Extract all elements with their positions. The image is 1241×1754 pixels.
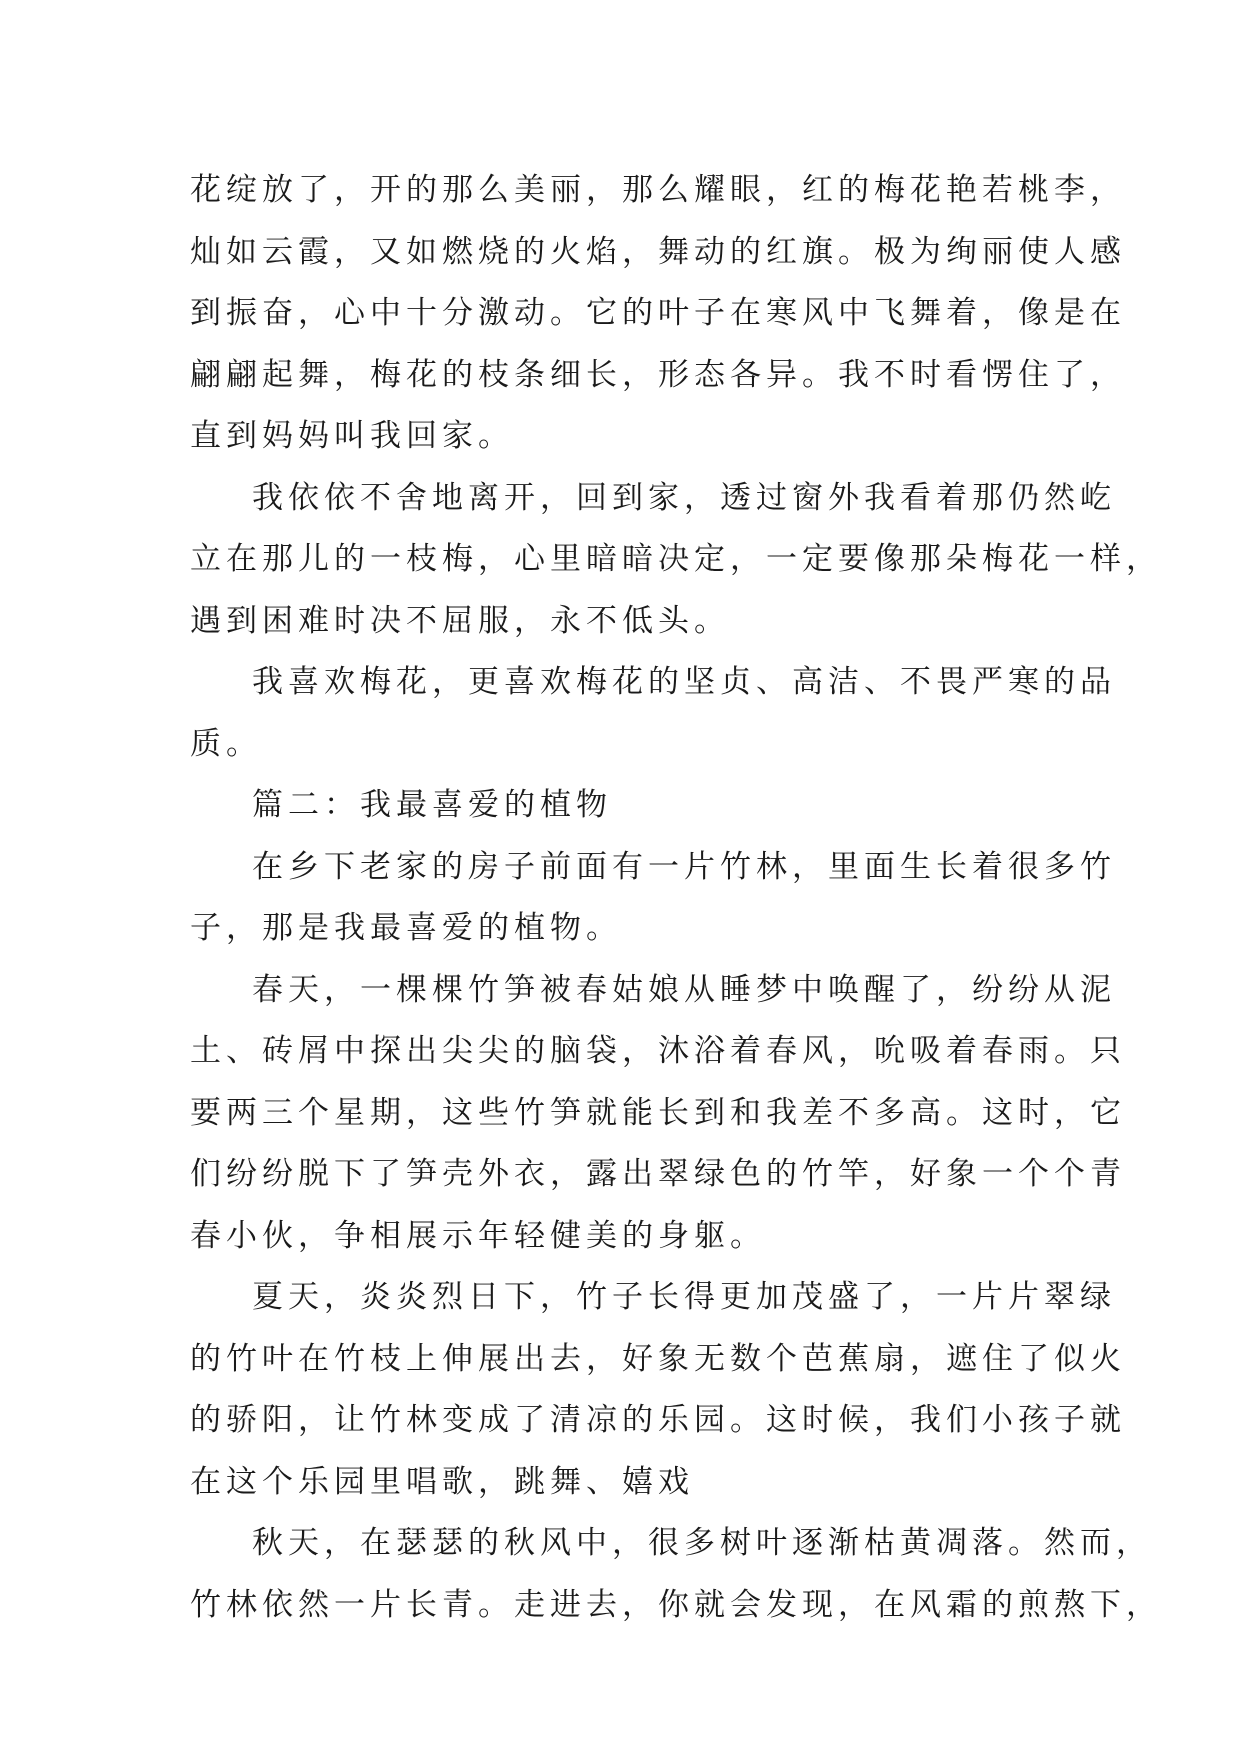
- text-line: 土、砖屑中探出尖尖的脑袋，沐浴着春风，吮吸着春雨。只: [190, 1033, 1126, 1069]
- text-line: 要两三个星期，这些竹笋就能长到和我差不多高。这时，它: [190, 1094, 1126, 1131]
- text-line: 春小伙，争相展示年轻健美的身躯。: [190, 1217, 766, 1254]
- text-line: 翩翩起舞，梅花的枝条细长，形态各异。我不时看愣住了，: [190, 356, 1126, 393]
- text-line: 灿如云霞，又如燃烧的火焰，舞动的红旗。极为绚丽使人感: [190, 233, 1126, 270]
- text-line: 的竹叶在竹枝上伸展出去，好象无数个芭蕉扇，遮住了似火: [190, 1340, 1126, 1377]
- text-line: 质。: [190, 725, 262, 762]
- paragraph-3: [190, 652, 1116, 775]
- text-line: 们纷纷脱下了笋壳外衣，露出翠绿色的竹竿，好象一个个青: [190, 1156, 1126, 1192]
- paragraph-6: [190, 960, 1126, 1268]
- text-line: 直到妈妈叫我回家。: [190, 418, 514, 454]
- text-line: 子，那是我最喜爱的植物。: [190, 910, 622, 946]
- text-line: 竹林依然一片长青。走进去，你就会发现，在风霜的煎熬下，: [190, 1586, 1162, 1623]
- text-line: 花绽放了，开的那么美丽，那么耀眼，红的梅花艳若桃李，: [190, 172, 1126, 208]
- text-line: 夏天，炎炎烈日下，竹子长得更加茂盛了，一片片翠绿: [252, 1279, 1116, 1315]
- text-line: 立在那儿的一枝梅，心里暗暗决定，一定要像那朵梅花一样，: [190, 541, 1162, 577]
- paragraph-8: [190, 1513, 1162, 1636]
- text-line: 秋天，在瑟瑟的秋风中，很多树叶逐渐枯黄凋落。然而，: [252, 1525, 1152, 1561]
- paragraph-2: [190, 468, 1162, 653]
- text-line: 的骄阳，让竹林变成了清凉的乐园。这时候，我们小孩子就: [190, 1402, 1126, 1438]
- text-line: 在这个乐园里唱歌，跳舞、嬉戏: [190, 1463, 694, 1500]
- paragraph-5: [190, 837, 1116, 960]
- paragraph-7: [190, 1267, 1126, 1513]
- paragraph-1: [190, 160, 1126, 468]
- section-title: 篇二：我最喜爱的植物: [252, 787, 612, 823]
- text-line: 在乡下老家的房子前面有一片竹林，里面生长着很多竹: [252, 848, 1116, 885]
- text-line: 春天，一棵棵竹笋被春姑娘从睡梦中唤醒了，纷纷从泥: [252, 971, 1116, 1008]
- text-line: 我依依不舍地离开，回到家，透过窗外我看着那仍然屹: [252, 479, 1116, 516]
- text-line: 我喜欢梅花，更喜欢梅花的坚贞、高洁、不畏严寒的品: [252, 664, 1116, 700]
- text-line: 到振奋，心中十分激动。它的叶子在寒风中飞舞着，像是在: [190, 295, 1126, 331]
- text-line: 遇到困难时决不屈服，永不低头。: [190, 602, 730, 639]
- section-heading: [190, 775, 1070, 837]
- body-text: [190, 160, 1162, 1636]
